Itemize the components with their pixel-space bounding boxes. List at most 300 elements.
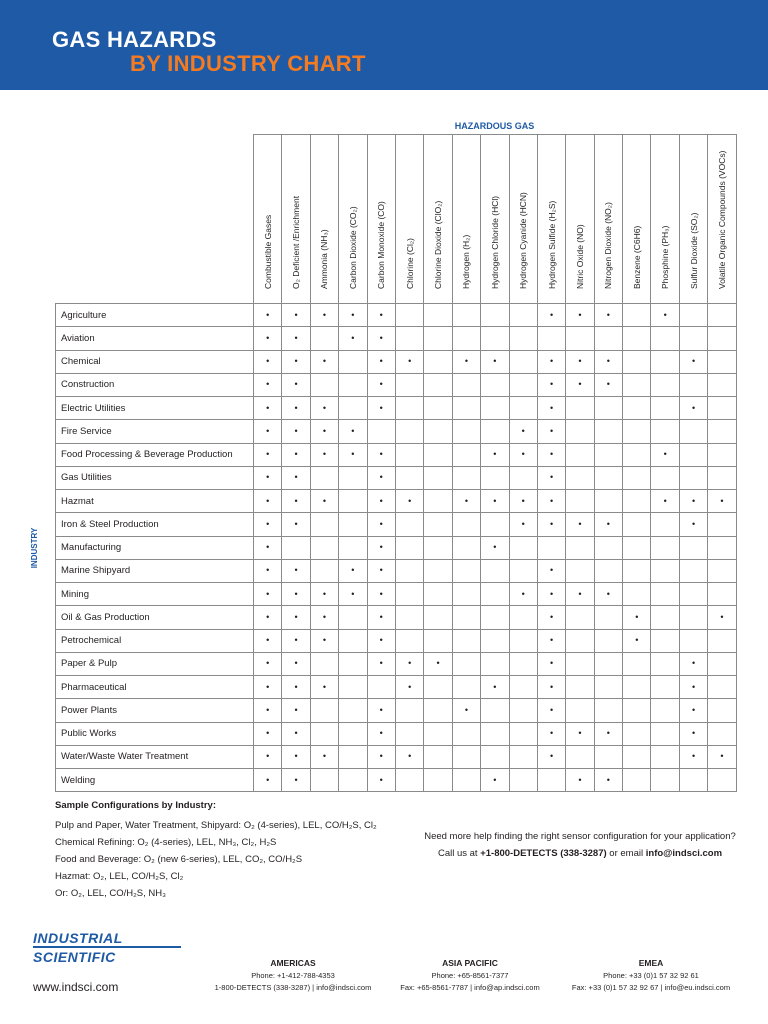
empty-cell [452,629,480,652]
table-row [56,676,737,699]
logo-underline [33,946,181,948]
empty-cell [452,466,480,489]
empty-cell [651,327,679,350]
hazard-mark: • [310,676,338,699]
hazard-mark: • [254,466,282,489]
region-asia-pacific-contact: Fax: +65-8561-7787 | info@ap.indsci.com [400,983,540,992]
region-americas-phone: Phone: +1-412-788-4353 [251,971,335,980]
hazard-mark: • [537,559,565,582]
empty-cell [623,350,651,373]
empty-cell [481,745,509,768]
empty-cell [452,397,480,420]
hazard-mark: • [509,490,537,513]
empty-cell [424,490,452,513]
hazard-mark: • [395,745,423,768]
hazard-mark: • [367,559,395,582]
table-row [56,513,737,536]
empty-cell [339,699,367,722]
hazard-mark: • [367,722,395,745]
empty-cell [623,769,651,792]
empty-cell [424,559,452,582]
empty-cell [424,745,452,768]
industry-label: Public Works [56,722,254,745]
empty-cell [424,536,452,559]
empty-cell [708,652,736,675]
gas-column-label: Carbon Dioxide (CO₂) [347,206,358,289]
empty-cell [452,769,480,792]
gas-column-header [537,135,565,304]
empty-cell [651,652,679,675]
hazard-mark: • [594,769,622,792]
empty-cell [708,466,736,489]
empty-cell [424,373,452,396]
empty-cell [481,466,509,489]
empty-cell [679,536,707,559]
region-americas-title: AMERICAS [270,958,316,968]
sample-configurations [55,800,435,902]
hazard-mark: • [509,420,537,443]
gas-column-header [708,135,736,304]
gas-column-header [339,135,367,304]
empty-cell [424,629,452,652]
region-emea [560,957,742,994]
industry-label: Fire Service [56,420,254,443]
hazard-mark: • [254,490,282,513]
empty-cell [679,304,707,327]
gas-column-header [651,135,679,304]
empty-cell [708,397,736,420]
industry-label: Gas Utilities [56,466,254,489]
hazard-mark: • [254,559,282,582]
hazard-mark: • [452,350,480,373]
empty-cell [651,536,679,559]
empty-cell [679,769,707,792]
hazard-mark: • [282,769,310,792]
hazard-mark: • [367,397,395,420]
empty-cell [395,699,423,722]
hazard-mark: • [537,722,565,745]
empty-cell [708,722,736,745]
empty-cell [623,536,651,559]
hazard-mark: • [310,350,338,373]
empty-cell [282,536,310,559]
empty-cell [395,443,423,466]
hazard-mark: • [282,676,310,699]
help-question: Need more help finding the right sensor configuration for your application? [424,831,736,842]
hazard-mark: • [282,443,310,466]
logo-line-2: SCIENTIFIC [33,949,116,965]
empty-cell [651,466,679,489]
table-row [56,443,737,466]
hazard-mark: • [509,583,537,606]
sample-line: Hazmat: O₂, LEL, CO/H₂S, Cl₂ [55,871,184,882]
empty-cell [310,559,338,582]
empty-cell [339,745,367,768]
empty-cell [623,722,651,745]
empty-cell [679,420,707,443]
empty-cell [651,397,679,420]
empty-cell [481,304,509,327]
empty-cell [651,769,679,792]
empty-cell [566,676,594,699]
empty-cell [651,559,679,582]
hazard-mark: • [651,490,679,513]
empty-cell [651,583,679,606]
empty-cell [509,373,537,396]
hazard-mark: • [679,699,707,722]
empty-cell [481,722,509,745]
empty-cell [395,327,423,350]
table-row [56,304,737,327]
hazard-mark: • [310,606,338,629]
industry-label: Aviation [56,327,254,350]
logo-line-1: INDUSTRIAL [33,930,123,946]
empty-cell [509,769,537,792]
empty-cell [594,606,622,629]
hazard-mark: • [367,629,395,652]
table-row [56,699,737,722]
empty-cell [481,606,509,629]
empty-cell [566,327,594,350]
empty-cell [395,304,423,327]
hazard-mark: • [395,652,423,675]
empty-cell [566,443,594,466]
gas-column-label: Hydrogen Chloride (HCl) [489,195,500,289]
gas-column-label: Hydrogen Cyanide (HCN) [518,192,529,289]
empty-cell [509,466,537,489]
empty-cell [623,420,651,443]
hazard-mark: • [395,676,423,699]
empty-cell [310,722,338,745]
hazard-mark: • [282,629,310,652]
gas-column-label: Combustible Gases [262,214,273,289]
hazard-mark: • [339,304,367,327]
empty-cell [481,513,509,536]
empty-cell [452,513,480,536]
empty-cell [594,327,622,350]
empty-cell [509,699,537,722]
table-row [56,490,737,513]
hazard-mark: • [537,699,565,722]
empty-cell [708,350,736,373]
empty-cell [367,420,395,443]
hazard-mark: • [679,397,707,420]
empty-cell [424,350,452,373]
industry-label: Agriculture [56,304,254,327]
empty-cell [566,629,594,652]
hazard-mark: • [537,629,565,652]
empty-cell [708,629,736,652]
company-logo [33,930,123,965]
empty-cell [367,676,395,699]
industry-label: Chemical [56,350,254,373]
gas-column-header [481,135,509,304]
hazard-mark: • [452,699,480,722]
empty-cell [424,466,452,489]
hazard-mark: • [282,745,310,768]
empty-cell [452,559,480,582]
hazard-mark: • [367,443,395,466]
empty-cell [623,699,651,722]
table-row [56,420,737,443]
table-row [56,559,737,582]
hazard-mark: • [452,490,480,513]
hazard-mark: • [566,583,594,606]
empty-cell [424,722,452,745]
hazard-mark: • [537,606,565,629]
hazard-mark: • [282,513,310,536]
industry-label: Electric Utilities [56,397,254,420]
industry-label: Food Processing & Beverage Production [56,443,254,466]
gas-column-header [424,135,452,304]
empty-cell [651,745,679,768]
empty-cell [651,606,679,629]
help-email-link[interactable]: info@indsci.com [645,848,723,859]
hazard-mark: • [339,420,367,443]
empty-cell [708,583,736,606]
empty-cell [623,676,651,699]
empty-cell [623,513,651,536]
hazard-mark: • [509,443,537,466]
region-asia-pacific-title: ASIA PACIFIC [442,958,498,968]
empty-cell [679,466,707,489]
hazard-mark: • [310,629,338,652]
empty-cell [424,676,452,699]
empty-cell [339,629,367,652]
empty-cell [537,536,565,559]
hazard-mark: • [254,722,282,745]
hazard-mark: • [481,350,509,373]
empty-cell [452,606,480,629]
hazard-mark: • [537,373,565,396]
empty-cell [509,722,537,745]
empty-cell [509,536,537,559]
empty-cell [623,466,651,489]
hazard-mark: • [679,745,707,768]
empty-cell [651,350,679,373]
empty-cell [339,350,367,373]
empty-cell [452,536,480,559]
empty-cell [566,490,594,513]
hazard-mark: • [566,373,594,396]
empty-cell [339,397,367,420]
empty-cell [537,769,565,792]
samples-title: Sample Configurations by Industry: [55,800,216,811]
hazard-mark: • [367,513,395,536]
hazard-mark: • [537,583,565,606]
empty-cell [395,606,423,629]
empty-cell [481,699,509,722]
empty-cell [566,606,594,629]
sample-line: Food and Beverage: O₂ (new 6-series), LEL, CO₂, CO/H₂S [55,854,303,865]
region-emea-title: EMEA [638,958,664,968]
hazard-mark: • [282,327,310,350]
empty-cell [679,559,707,582]
gas-column-label: Benzene (C6H6) [631,225,642,289]
region-americas [205,957,381,994]
empty-cell [339,722,367,745]
industry-label: Marine Shipyard [56,559,254,582]
hazard-mark: • [367,350,395,373]
empty-cell [566,397,594,420]
hazard-mark: • [310,490,338,513]
gas-column-header [310,135,338,304]
hazard-mark: • [537,466,565,489]
hazard-mark: • [594,583,622,606]
empty-cell [452,443,480,466]
table-corner [56,135,254,304]
help-call-prefix: Call us at [437,848,481,859]
empty-cell [509,350,537,373]
hazard-mark: • [282,490,310,513]
hazard-mark: • [310,443,338,466]
hazard-mark: • [282,583,310,606]
empty-cell [424,304,452,327]
help-phone-link[interactable]: +1-800-DETECTS (338-3287) [480,848,607,859]
empty-cell [537,327,565,350]
empty-cell [395,513,423,536]
empty-cell [395,722,423,745]
table-row [56,606,737,629]
empty-cell [594,652,622,675]
empty-cell [623,490,651,513]
empty-cell [566,745,594,768]
hazard-mark: • [367,606,395,629]
empty-cell [679,373,707,396]
hazard-mark: • [367,304,395,327]
empty-cell [452,420,480,443]
hazard-mark: • [481,676,509,699]
hazard-mark: • [481,443,509,466]
empty-cell [566,699,594,722]
hazard-mark: • [594,373,622,396]
industry-header: INDUSTRY [30,527,39,569]
hazard-mark: • [651,304,679,327]
hazard-mark: • [481,490,509,513]
hazard-mark: • [481,536,509,559]
hazard-mark: • [254,769,282,792]
hazard-mark: • [679,722,707,745]
empty-cell [566,420,594,443]
empty-cell [594,676,622,699]
gas-column-header [452,135,480,304]
empty-cell [708,699,736,722]
empty-cell [594,490,622,513]
sample-line: Pulp and Paper, Water Treatment, Shipyard: O₂ (4-series), LEL, CO/H₂S, Cl₂ [55,820,377,831]
gas-column-label: Phosphine (PH₃) [660,225,671,289]
empty-cell [424,513,452,536]
hazard-mark: • [481,769,509,792]
gas-hazard-table [55,134,737,792]
empty-cell [566,466,594,489]
hazard-mark: • [310,583,338,606]
hazard-mark: • [339,443,367,466]
empty-cell [310,373,338,396]
empty-cell [424,327,452,350]
hazard-mark: • [651,443,679,466]
empty-cell [424,606,452,629]
industry-label: Iron & Steel Production [56,513,254,536]
empty-cell [395,420,423,443]
industry-label: Hazmat [56,490,254,513]
hazard-mark: • [424,652,452,675]
hazard-mark: • [367,745,395,768]
hazard-mark: • [509,513,537,536]
empty-cell [651,513,679,536]
empty-cell [424,769,452,792]
hazard-mark: • [339,583,367,606]
help-box [380,828,768,862]
empty-cell [623,373,651,396]
website-link[interactable]: www.indsci.com [33,980,119,994]
gas-column-header [367,135,395,304]
hazard-mark: • [566,350,594,373]
empty-cell [452,304,480,327]
table-row [56,536,737,559]
hazard-mark: • [537,745,565,768]
table-row [56,397,737,420]
empty-cell [310,652,338,675]
empty-cell [594,443,622,466]
empty-cell [708,420,736,443]
empty-cell [623,583,651,606]
hazard-mark: • [254,443,282,466]
gas-column-label: Chlorine (Cl₂) [404,237,415,289]
hazard-mark: • [679,652,707,675]
gas-column-label: Sulfur Dioxide (SO₂) [688,212,699,289]
industry-rows [56,304,737,792]
empty-cell [594,559,622,582]
industry-label: Petrochemical [56,629,254,652]
empty-cell [452,745,480,768]
table-row [56,722,737,745]
empty-cell [452,327,480,350]
hazard-mark: • [566,304,594,327]
empty-cell [339,513,367,536]
empty-cell [679,606,707,629]
empty-cell [452,373,480,396]
empty-cell [509,559,537,582]
empty-cell [509,327,537,350]
hazard-mark: • [254,350,282,373]
table-row [56,327,737,350]
header-band [0,0,768,90]
empty-cell [679,443,707,466]
region-emea-contact: Fax: +33 (0)1 57 32 92 67 | info@eu.indsci.com [571,983,731,992]
hazard-mark: • [254,373,282,396]
empty-cell [708,676,736,699]
hazard-mark: • [282,559,310,582]
region-emea-phone: Phone: +33 (0)1 57 32 92 61 [603,971,699,980]
gas-column-label: Nitrogen Dioxide (NO₂) [603,202,614,289]
table-row [56,629,737,652]
hazard-mark: • [367,373,395,396]
gas-column-header [395,135,423,304]
hazard-mark: • [254,304,282,327]
help-contact [380,845,768,862]
table-row [56,652,737,675]
hazard-mark: • [254,745,282,768]
hazard-mark: • [254,420,282,443]
hazard-mark: • [708,606,736,629]
industry-label: Manufacturing [56,536,254,559]
hazard-mark: • [310,304,338,327]
hazard-mark: • [254,629,282,652]
empty-cell [566,536,594,559]
empty-cell [395,769,423,792]
empty-cell [339,490,367,513]
empty-cell [708,304,736,327]
